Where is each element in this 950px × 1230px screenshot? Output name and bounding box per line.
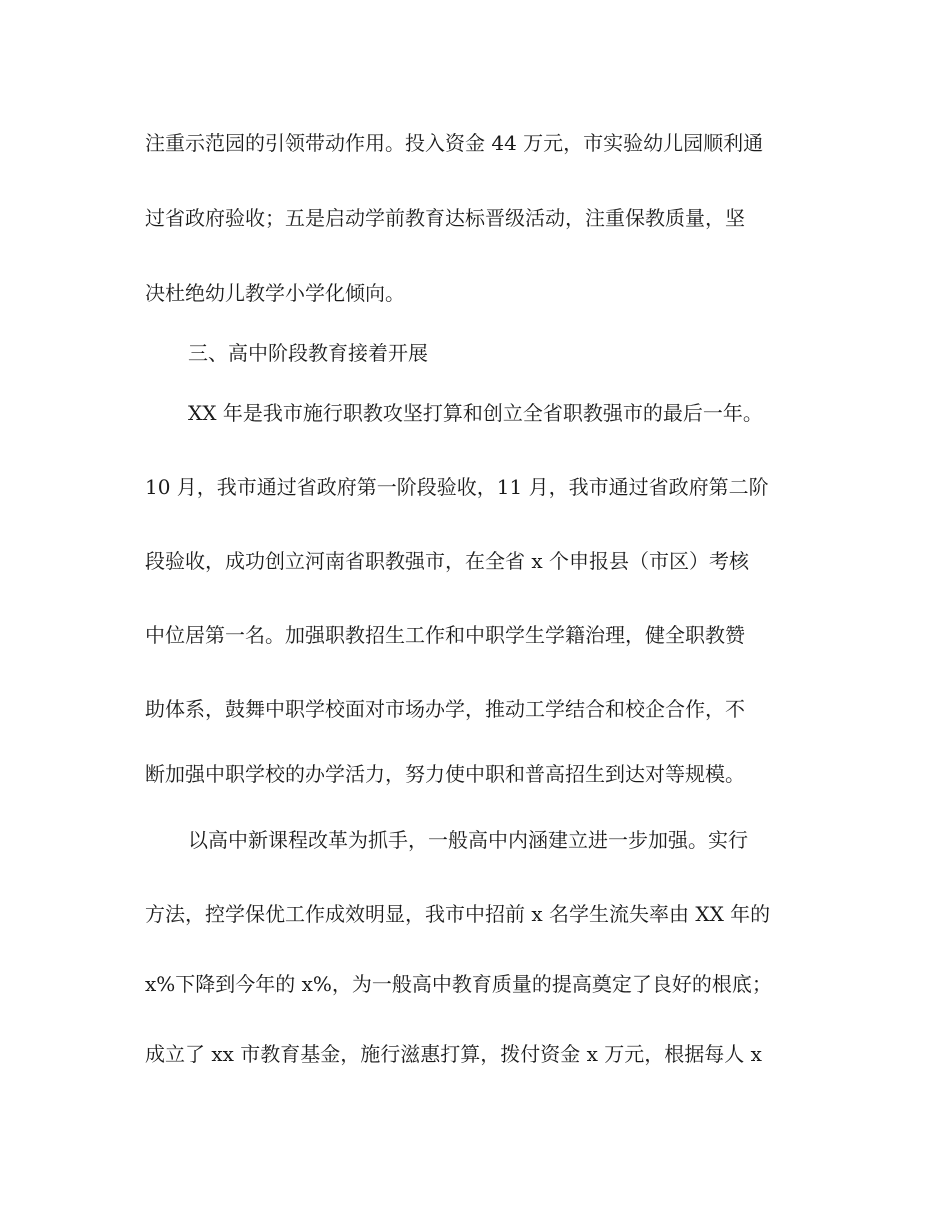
text-line: 10 月，我市通过省政府第一阶段验收，11 月，我市通过省政府第二阶 [145,475,769,499]
section-heading: 三、高中阶段教育接着开展 [188,341,428,365]
text-line: 断加强中职学校的办学活力，努力使中职和普高招生到达对等规模。 [145,762,745,786]
text-line: 方法，控学保优工作成效明显，我市中招前 x 名学生流失率由 XX 年的 [145,902,771,926]
text-line: 决杜绝幼儿教学小学化倾向。 [145,281,405,305]
text-line: 段验收，成功创立河南省职教强市，在全省 x 个申报县（市区）考核 [145,549,749,573]
text-line: 以高中新课程改革为抓手，一般高中内涵建立进一步加强。实行 [188,828,748,852]
text-line: 注重示范园的引领带动作用。投入资金 44 万元，市实验幼儿园顺利通 [145,131,764,155]
text-line: XX 年是我市施行职教攻坚打算和创立全省职教强市的最后一年。 [188,401,763,425]
text-line: 成立了 xx 市教育基金，施行滋惠打算，拨付资金 x 万元，根据每人 x [145,1042,762,1066]
text-line: 过省政府验收；五是启动学前教育达标晋级活动，注重保教质量，坚 [145,206,745,230]
text-line: 助体系，鼓舞中职学校面对市场办学，推动工学结合和校企合作，不 [145,697,745,721]
text-line: 中位居第一名。加强职教招生工作和中职学生学籍治理，健全职教赞 [145,623,745,647]
text-line: x%下降到今年的 x%，为一般高中教育质量的提高奠定了良好的根底； [145,972,772,996]
